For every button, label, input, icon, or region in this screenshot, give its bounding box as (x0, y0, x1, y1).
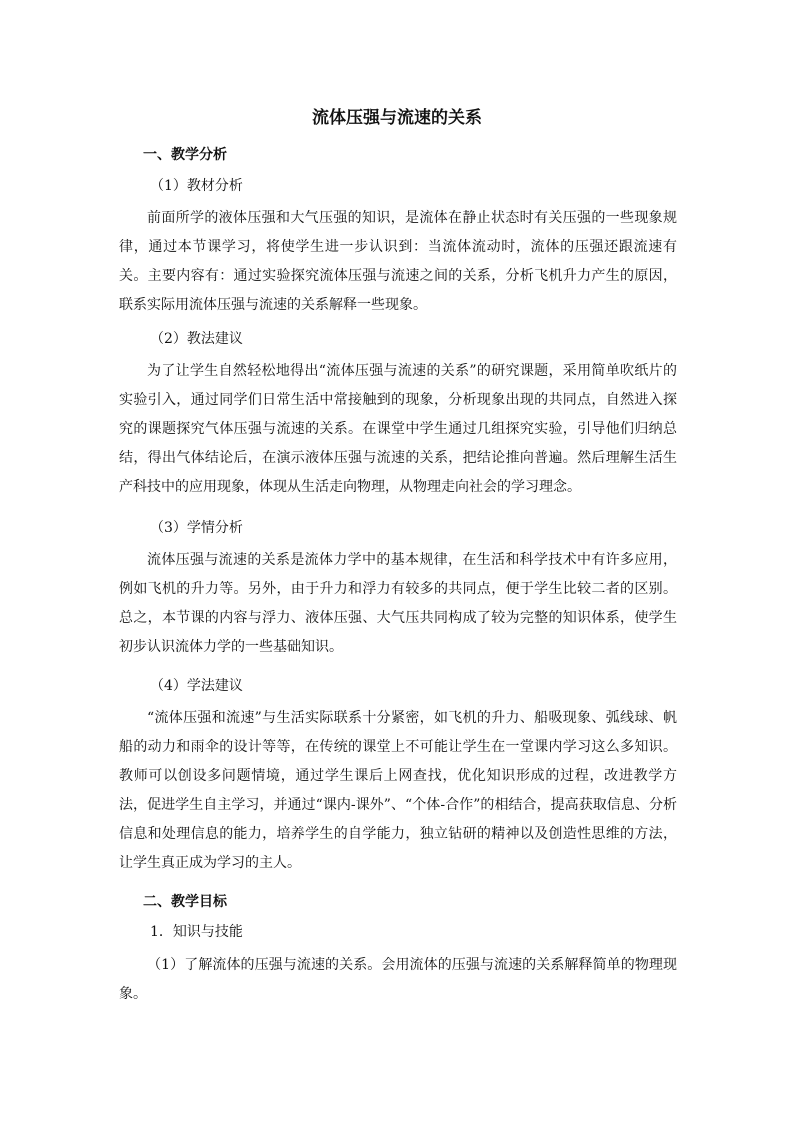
paragraph-knowledge-skills-text: （1）了解流体的压强与流速的关系。会用流体的压强与流速的关系解释简单的物理现象。 (119, 957, 677, 1002)
subheading-teaching-suggestion: （2）教法建议 (150, 331, 243, 347)
section-heading-teaching-goals: 二、教学目标 (143, 894, 227, 910)
paragraph-teaching-suggestion: 为了让学生自然轻松地得出“流体压强与流速的关系”的研究课题，采用简单吹纸片的实验引入，通过同学们日常生活中常接触到的现象，分析现象出现的共同点，自然进入探究的课题探究气体压强与流速的关系。在课堂中学生通过几组探究实验，引导他们归纳总结，得出气体结论后，在演示液体压强与流速的关系，把结论推向普遍。然后理解生活生产科技中的应用现象，体现从生活走向物理，从物理走向社会的学习理念。 (119, 363, 677, 495)
subheading-textbook-analysis: （1）教材分析 (150, 178, 243, 194)
section-heading-teaching-analysis: 一、教学分析 (143, 147, 227, 163)
subheading-knowledge-skills: 1．知识与技能 (150, 924, 243, 940)
subheading-learning-suggestion: （4）学法建议 (150, 678, 243, 694)
paragraph-knowledge-skills (119, 951, 677, 1009)
paragraph-textbook-analysis: 前面所学的液体压强和大气压强的知识，是流体在静止状态时有关压强的一些现象规律，通过本节课学习，将使学生进一步认识到：当流体流动时，流体的压强还跟流速有关。主要内容有：通过实验探究流体压强与流速之间的关系，分析飞机升力产生的原因，联系实际用流体压强与流速的关系解释一些现象。 (119, 210, 677, 313)
paragraph-learning-suggestion: “流体压强和流速”与生活实际联系十分紧密，如飞机的升力、船吸现象、弧线球、帆船的动力和雨伞的设计等等，在传统的课堂上不可能让学生在一堂课内学习这么多知识。教师可以创设多问题情境，通过学生课后上网查找，优化知识形成的过程，改进教学方法，促进学生自主学习，并通过“课内-课外”、“个体-合作”的相结合，提高获取信息、分析信息和处理信息的能力，培养学生的自学能力，独立钻研的精神以及创造性思维的方法，让学生真正成为学习的主人。 (119, 710, 677, 871)
document-title: 流体压强与流速的关系 (312, 108, 482, 128)
paragraph-learner-analysis: 流体压强与流速的关系是流体力学中的基本规律，在生活和科学技术中有许多应用，例如飞机的升力等。另外，由于升力和浮力有较多的共同点，便于学生比较二者的区别。总之，本节课的内容与浮力、液体压强、大气压共同构成了较为完整的知识体系，使学生初步认识流体力学的一些基础知识。 (119, 552, 677, 655)
subheading-learner-analysis: （3）学情分析 (150, 520, 243, 536)
